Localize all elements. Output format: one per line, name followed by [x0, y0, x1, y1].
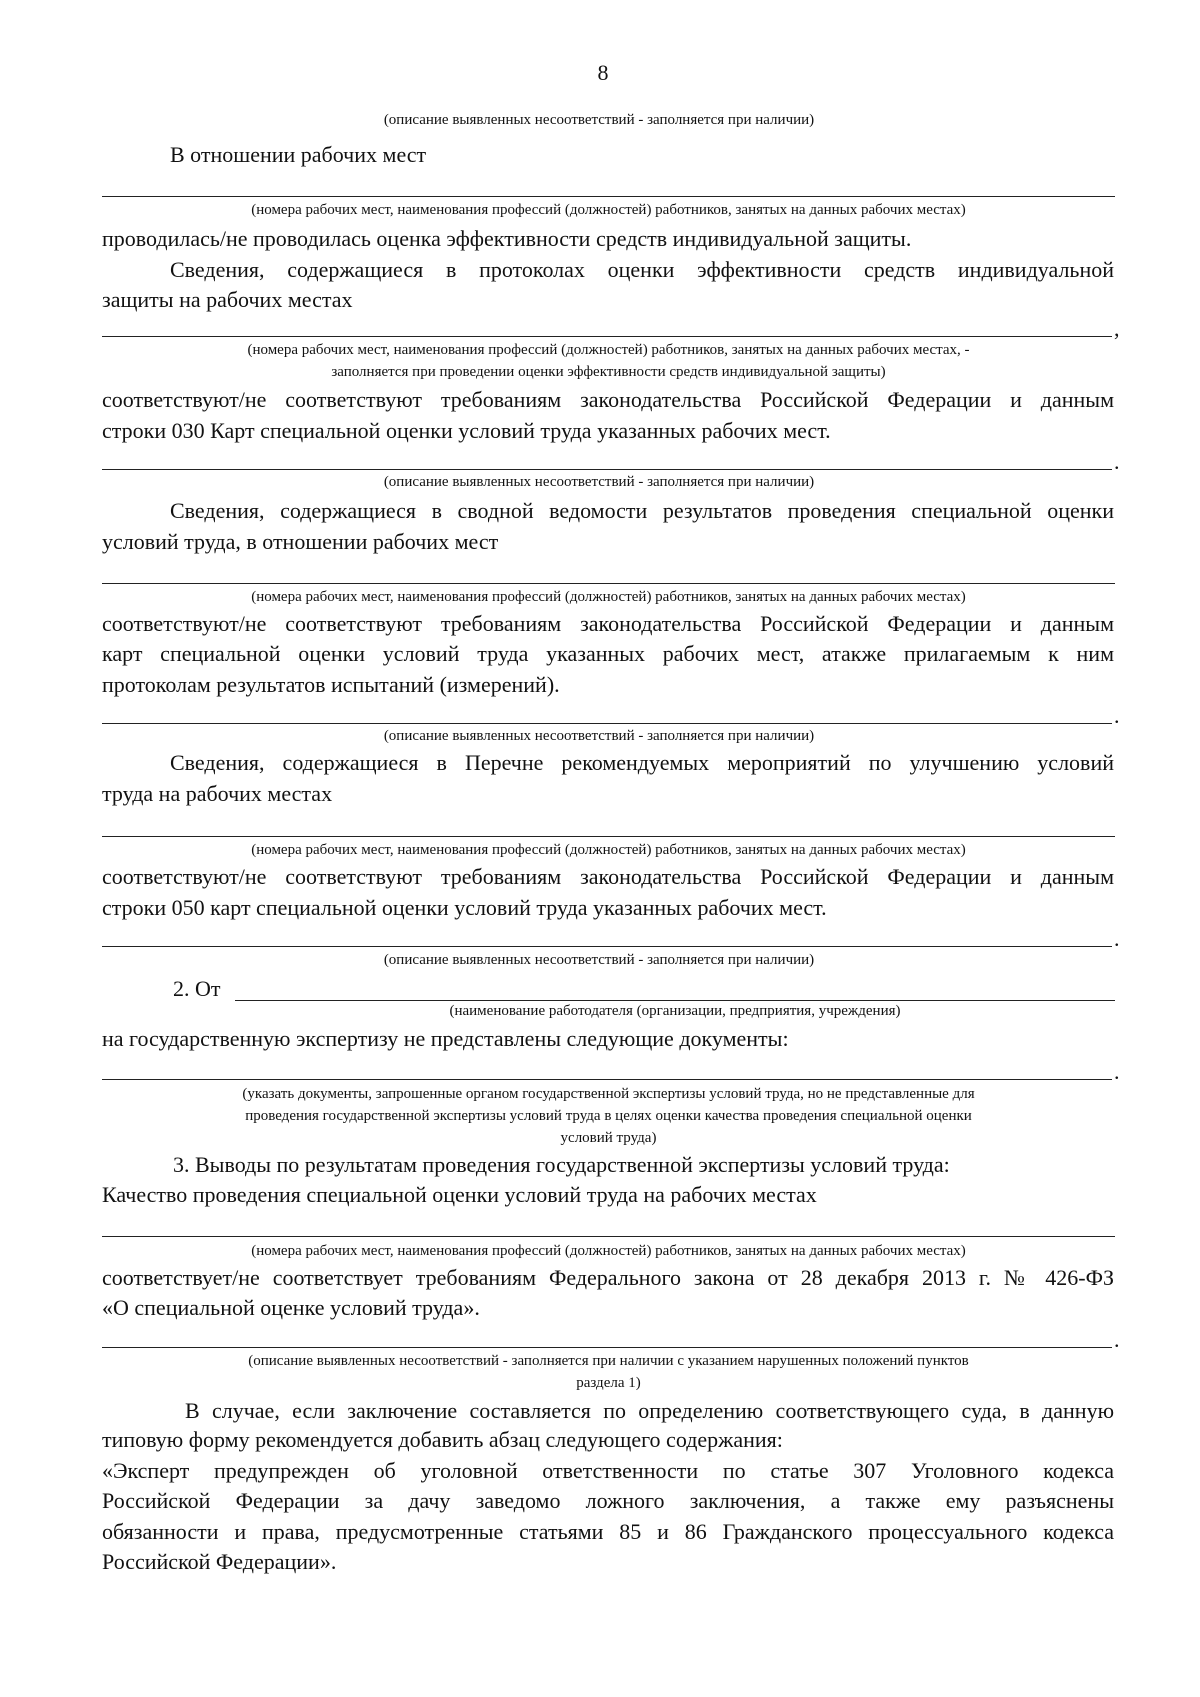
- caption-description: раздела 1): [576, 1375, 641, 1391]
- blank-line: [235, 1000, 1115, 1001]
- blank-line: [102, 946, 1112, 947]
- paragraph-line: строки 030 Карт специальной оценки условий труда указанных рабочих мест.: [102, 418, 831, 443]
- justified-text: «Эксперт предупрежден об уголовной ответственности по статье 307 Уголовного кодекса: [102, 1458, 1114, 1483]
- caption-description: (описание выявленных несоответствий - заполняется при наличии): [383, 474, 815, 490]
- caption-description: (описание выявленных несоответствий - заполняется при наличии): [383, 952, 815, 968]
- justified-text: карт специальной оценки условий труда указанных рабочих мест, атакже прилагаемым к ним: [102, 641, 1114, 666]
- trailing-comma: ,: [1114, 316, 1120, 341]
- paragraph-line: [185, 1400, 1114, 1422]
- paragraph-line: [102, 866, 1114, 888]
- trailing-dot: .: [1114, 703, 1120, 728]
- section-3-heading: 3. Выводы по результатам проведения государственной экспертизы условий труда:: [173, 1152, 950, 1177]
- justified-text: соответствуют/не соответствуют требованиям законодательства Российской Федерации и данным: [102, 864, 1114, 889]
- blank-line: [102, 336, 1112, 337]
- caption-documents: проведения государственной экспертизы условий труда в целях оценки качества проведения специальной оценки: [245, 1108, 972, 1124]
- quote-line: [102, 1490, 1114, 1512]
- caption-workplaces: (номера рабочих мест, наименования профессий (должностей) работников, занятых на данных рабочих местах, -: [247, 342, 970, 358]
- blank-line: [102, 723, 1112, 724]
- paragraph-line: труда на рабочих местах: [102, 781, 333, 806]
- caption-workplaces: заполняется при проведении оценки эффективности средств индивидуальной защиты): [331, 364, 886, 380]
- trailing-dot: .: [1114, 1327, 1120, 1352]
- justified-text: В случае, если заключение составляется по определению соответствующего суда, в данную: [185, 1398, 1114, 1423]
- paragraph-line: [102, 389, 1114, 411]
- quote-line: [102, 1460, 1114, 1482]
- page-number: 8: [597, 60, 609, 85]
- paragraph-line: [102, 643, 1114, 665]
- justified-text: Сведения, содержащиеся в Перечне рекомендуемых мероприятий по улучшению условий: [170, 750, 1114, 775]
- justified-text: Сведения, содержащиеся в протоколах оценки эффективности средств индивидуальной: [170, 257, 1114, 282]
- quote-line: Российской Федерации».: [102, 1549, 337, 1574]
- paragraph-line: «О специальной оценке условий труда».: [102, 1295, 480, 1320]
- trailing-dot: .: [1114, 449, 1120, 474]
- paragraph-line: условий труда, в отношении рабочих мест: [102, 529, 499, 554]
- blank-line: [102, 196, 1115, 197]
- caption-workplaces: (номера рабочих мест, наименования профессий (должностей) работников, занятых на данных рабочих местах): [251, 1243, 966, 1259]
- caption-description: (описание выявленных несоответствий - заполняется при наличии): [383, 112, 815, 128]
- blank-line: [102, 583, 1115, 584]
- blank-line: [102, 469, 1112, 470]
- paragraph-line: [170, 752, 1114, 774]
- justified-text: Российской Федерации за дачу заведомо ложного заключения, а также ему разъяснены: [102, 1488, 1114, 1513]
- paragraph-line: протоколам результатов испытаний (измерений).: [102, 672, 560, 697]
- paragraph-line: Качество проведения специальной оценки условий труда на рабочих местах: [102, 1182, 817, 1207]
- caption-workplaces: (номера рабочих мест, наименования профессий (должностей) работников, занятых на данных рабочих местах): [251, 842, 966, 858]
- paragraph-line: [170, 500, 1114, 522]
- paragraph-line: строки 050 карт специальной оценки условий труда указанных рабочих мест.: [102, 895, 827, 920]
- blank-line: [102, 836, 1115, 837]
- quote-line: [102, 1521, 1114, 1543]
- caption-description: (описание выявленных несоответствий - заполняется при наличии): [383, 728, 815, 744]
- caption-employer: (наименование работодателя (организации, предприятия, учреждения): [449, 1003, 901, 1019]
- justified-text: Сведения, содержащиеся в сводной ведомости результатов проведения специальной оценки: [170, 498, 1114, 523]
- justified-text: соответствуют/не соответствуют требованиям законодательства Российской Федерации и данным: [102, 611, 1114, 636]
- paragraph-line: на государственную экспертизу не представлены следующие документы:: [102, 1026, 789, 1051]
- caption-workplaces: (номера рабочих мест, наименования профессий (должностей) работников, занятых на данных рабочих местах): [251, 202, 966, 218]
- justified-text: соответствуют/не соответствуют требованиям законодательства Российской Федерации и данным: [102, 387, 1114, 412]
- blank-line: [102, 1347, 1112, 1348]
- paragraph-line: защиты на рабочих местах: [102, 287, 353, 312]
- justified-text: обязанности и права, предусмотренные статьями 85 и 86 Гражданского процессуального кодекса: [102, 1519, 1114, 1544]
- trailing-dot: .: [1114, 1059, 1120, 1084]
- paragraph-line: [102, 613, 1114, 635]
- paragraph-line: [170, 259, 1114, 281]
- blank-line: [102, 1236, 1115, 1237]
- paragraph-line: [102, 1267, 1114, 1289]
- paragraph-line: проводилась/не проводилась оценка эффективности средств индивидуальной защиты.: [102, 226, 912, 251]
- paragraph-line: В отношении рабочих мест: [170, 142, 427, 167]
- caption-documents: (указать документы, запрошенные органом государственной экспертизы условий труда, но не представленные для: [242, 1086, 975, 1102]
- trailing-dot: .: [1114, 926, 1120, 951]
- caption-description: (описание выявленных несоответствий - заполняется при наличии с указанием нарушенных положений пунктов: [248, 1353, 969, 1369]
- section-2-heading: 2. От: [173, 976, 221, 1001]
- paragraph-line: типовую форму рекомендуется добавить абзац следующего содержания:: [102, 1427, 783, 1452]
- blank-line: [102, 1079, 1112, 1080]
- justified-text: соответствует/не соответствует требованиям Федерального закона от 28 декабря 2013 г. № 426-ФЗ: [102, 1265, 1114, 1290]
- caption-workplaces: (номера рабочих мест, наименования профессий (должностей) работников, занятых на данных рабочих местах): [251, 589, 966, 605]
- caption-documents: условий труда): [560, 1130, 657, 1146]
